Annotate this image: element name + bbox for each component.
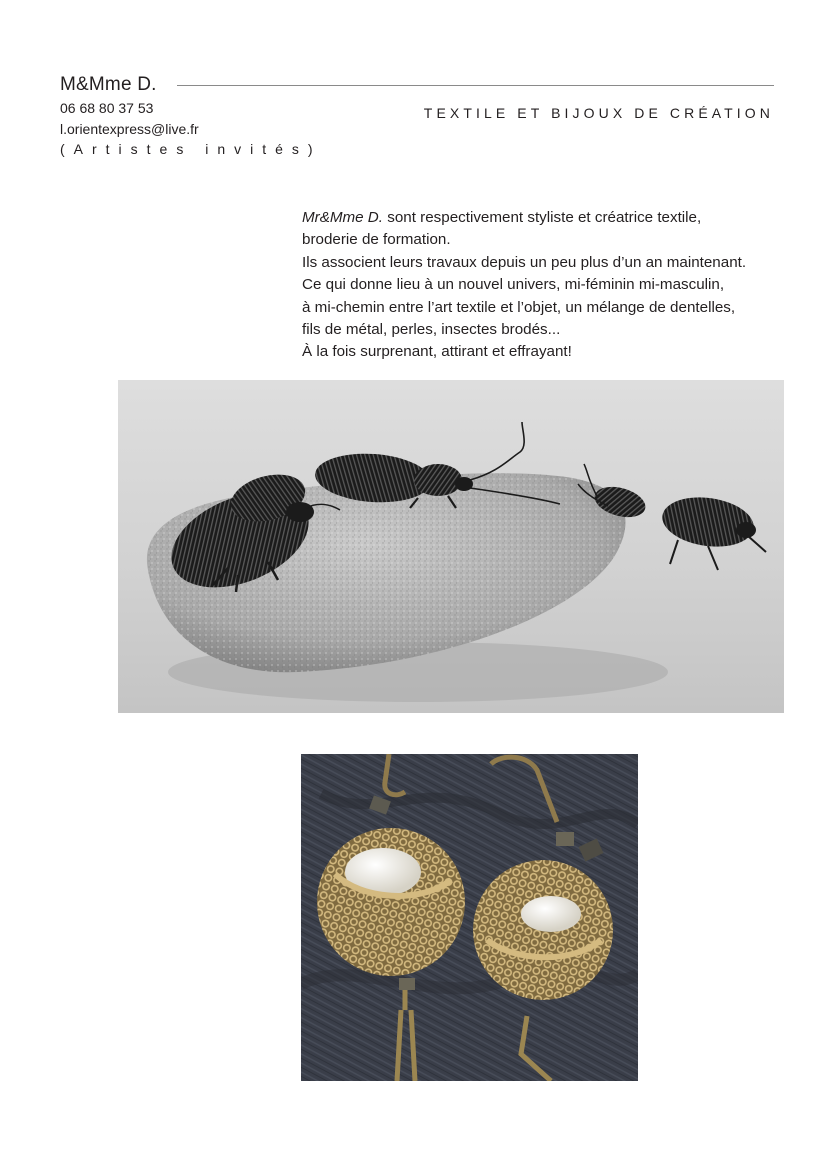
header-rule	[177, 85, 774, 86]
intro-paragraph	[302, 207, 792, 364]
phone-number: 06 68 80 37 53	[60, 100, 154, 116]
intro-lead-rest: sont respectivement styliste et créatrice textile,	[383, 209, 702, 226]
intro-line: broderie de formation.	[302, 231, 451, 249]
guest-artists-label: (Artistes invités)	[60, 141, 322, 157]
tagline: TEXTILE ET BIJOUX DE CRÉATION	[423, 105, 774, 121]
intro-line: Ils associent leurs travaux depuis un peu plus d’un an maintenant.	[302, 253, 747, 271]
intro-line: fils de métal, perles, insectes brodés...	[302, 321, 561, 339]
brand-name: M&Mme D.	[60, 74, 157, 95]
intro-lead-italic: Mr&Mme D.	[302, 209, 383, 226]
intro-line: À la fois surprenant, attirant et effrayant!	[302, 343, 572, 361]
intro-line: Ce qui donne lieu à un nouvel univers, mi-féminin mi-masculin,	[302, 276, 725, 294]
beetles-on-stone-illustration	[118, 380, 784, 713]
gold-earrings-photo	[301, 754, 638, 1081]
gold-earrings-illustration	[301, 754, 638, 1081]
intro-line	[302, 207, 792, 229]
beetles-on-stone-photo	[118, 380, 784, 713]
intro-line: à mi-chemin entre l’art textile et l’objet, un mélange de dentelles,	[302, 298, 736, 316]
email-address: l.orientexpress@live.fr	[60, 121, 199, 137]
